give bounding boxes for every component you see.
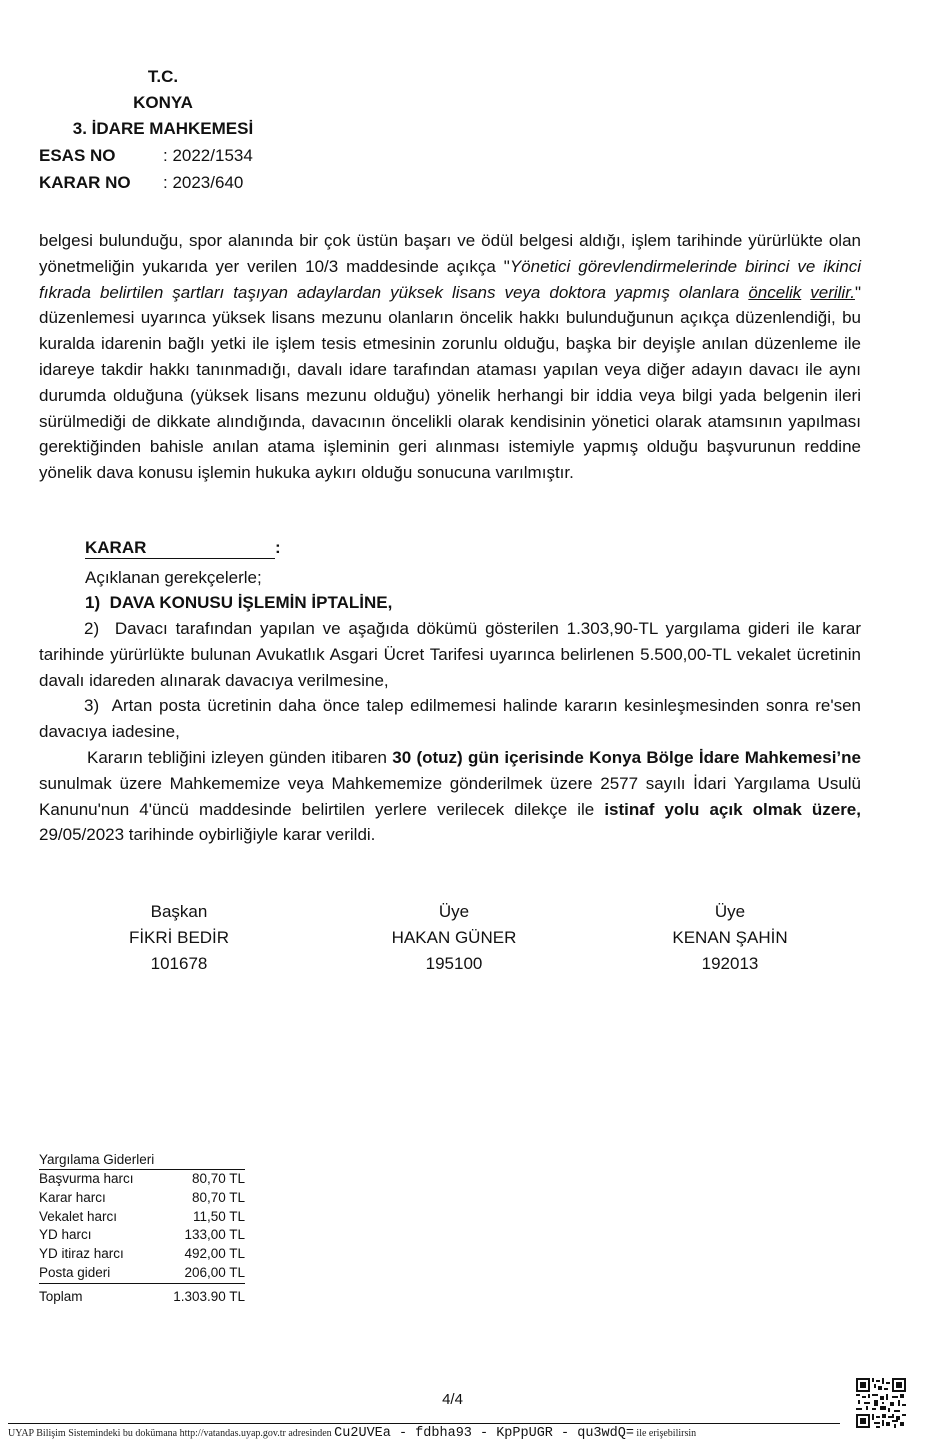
karar-row bbox=[39, 169, 243, 196]
table-row bbox=[39, 1208, 245, 1227]
cost-label: Vekalet harcı bbox=[39, 1208, 118, 1224]
table-row bbox=[39, 1170, 245, 1189]
karar-value: : 2023/640 bbox=[163, 173, 244, 192]
decision-item-2: 2) Davacı tarafından yapılan ve aşağıda dökümü gösterilen 1.303,90-TL yargılama gideri ile karar tarihinde yürürlükte bulunan Avukatlık Asgari Ücret Tarifesi uyarınca belirlenen 5.500,00-TL vekalet ücretinin davalı idareden alınarak davacıya verilmesine, bbox=[39, 619, 861, 690]
cost-value: 80,70 TL bbox=[191, 1189, 245, 1205]
karar-label: KARAR NO bbox=[39, 173, 131, 192]
reasoning-quote: Yönetici görevlendirmelerinde birinci ve ikinci fıkrada belirtilen şartları taşıyan adaylardan yüksek lisans veya doktora yapmış olanlara öncelik verilir. bbox=[39, 256, 862, 302]
costs-table bbox=[39, 1151, 245, 1307]
page-number: 4/4 bbox=[442, 1391, 463, 1408]
cost-total-label: Toplam bbox=[39, 1288, 83, 1304]
cost-value: 206,00 TL bbox=[156, 1264, 245, 1283]
decision-item-1-text: DAVA KONUSU İŞLEMİN İPTALİNE, bbox=[109, 593, 393, 612]
reasoning-quote-underline-1: öncelik bbox=[748, 282, 802, 302]
signature-name: FİKRİ BEDİR bbox=[128, 928, 230, 947]
table-row bbox=[39, 1189, 245, 1208]
decision-colon: : bbox=[275, 538, 281, 557]
cost-value: 492,00 TL bbox=[184, 1246, 245, 1262]
signature-role: Üye bbox=[438, 902, 470, 921]
decision-title: KARAR : bbox=[85, 538, 281, 557]
cost-value: 11,50 TL bbox=[192, 1208, 245, 1224]
header-city: KONYA bbox=[133, 93, 193, 112]
signature-member-1 bbox=[354, 899, 554, 977]
signature-id: 192013 bbox=[701, 954, 759, 973]
appeal-path: istinaf yolu açık olmak üzere, bbox=[604, 799, 861, 819]
reasoning-part1: belgesi bulunduğu, spor alanında bir çok üstün başarı ve ödül belgesi aldığı, işlem tarihinde yürürlükte olan yönetmeliğin yukarıda yer verilen 10/3 maddesinde açıkça " bbox=[39, 231, 861, 276]
cost-label: YD itiraz harcı bbox=[39, 1246, 124, 1262]
header-country: T.C. bbox=[147, 67, 179, 86]
signature-role: Üye bbox=[714, 902, 746, 921]
cost-value: 80,70 TL bbox=[191, 1171, 245, 1186]
signature-name: HAKAN GÜNER bbox=[391, 928, 517, 947]
signature-president bbox=[79, 899, 279, 977]
cost-total-value: 1.303.90 TL bbox=[173, 1288, 245, 1304]
decision-intro: Açıklanan gerekçelerle; bbox=[85, 568, 262, 587]
table-row bbox=[39, 1245, 245, 1264]
cost-label: Başvurma harcı bbox=[39, 1171, 134, 1186]
cost-value: 133,00 TL bbox=[184, 1227, 245, 1243]
footer-code: Cu2UVEa - fdbha93 - KpPpUGR - qu3wdQ= bbox=[334, 1426, 634, 1441]
cost-label: YD harcı bbox=[39, 1227, 92, 1243]
qr-code-icon bbox=[856, 1378, 906, 1428]
signature-member-2 bbox=[630, 899, 830, 977]
signature-role: Başkan bbox=[150, 902, 208, 921]
esas-row bbox=[39, 142, 253, 169]
footer-verification bbox=[8, 1423, 840, 1441]
signature-id: 195100 bbox=[425, 954, 483, 973]
reasoning-quote-underline-2: verilir. bbox=[810, 282, 855, 302]
footer-prefix: UYAP Bilişim Sistemindeki bu dokümana http://vatandas.uyap.gov.tr adresinden bbox=[8, 1428, 332, 1439]
esas-value: : 2022/1534 bbox=[163, 146, 253, 165]
decision-item-1-number: 1) bbox=[85, 593, 101, 612]
costs-total-row bbox=[39, 1283, 245, 1306]
table-row bbox=[39, 1226, 245, 1245]
reasoning-part2: " düzenlemesi uyarınca yüksek lisans mezunu olanların öncelik hakkı bulunduğunun açıkça düzenlendiği, bu kuralda idarenin bağlı yetki ile işlem tesis etmesinin zorunlu olduğu, başka bir deyişle anılan düzenleme ile idareye takdir hakkı tanınmadığı, davalı idare tarafından ataması yapılan veya diğer adayın davacı ile aynı durumda olduğuna (yüksek lisans mezunu olduğu) yönelik herhangi bir iddia veya bilgi yada belgenin ileri sürülmediği de dikkate alındığında, davacının öncelikli olarak kendisinin yönetici olarak atamsının yapılması gerektiğinden bahisle anılan atama işleminin geri alınması istemiyle yapmış olduğu başvurunun reddine yönelik dava konusu işlemin hukuka aykırı olduğu sonucuna varılmıştır. bbox=[39, 282, 861, 483]
appeal-paragraph: Kararın tebliğini izleyen günden itibaren 30 (otuz) gün içerisinde Konya Bölge İdare Mahkemesi’ne sunulmak üzere Mahkememize veya Mahkememize gönderilmek üzere 2577 sayılı İdari Yargılama Usulü Kanunu'nun 4'üncü maddesinde belirtilen yerlere verilecek dilekçe ile istinaf yolu açık olmak üzere, 29/05/2023 tarihinde oybirliğiyle karar verildi. bbox=[39, 748, 861, 845]
signature-id: 101678 bbox=[150, 954, 208, 973]
table-row bbox=[39, 1264, 245, 1283]
signature-name: KENAN ŞAHİN bbox=[672, 928, 788, 947]
cost-label: Posta gideri bbox=[39, 1264, 156, 1283]
reasoning-paragraph bbox=[39, 228, 861, 486]
decision-item-3: 3) Artan posta ücretinin daha önce talep edilmemesi halinde kararın kesinleşmesinden sonra re'sen davacıya iadesine, bbox=[39, 696, 861, 741]
esas-label: ESAS NO bbox=[39, 146, 116, 165]
decision-item-1 bbox=[85, 590, 392, 616]
costs-title: Yargılama Giderleri bbox=[39, 1151, 245, 1170]
footer-suffix: ile erişebilirsin bbox=[636, 1428, 697, 1439]
header-court: 3. İDARE MAHKEMESİ bbox=[72, 119, 254, 138]
appeal-deadline: 30 (otuz) gün içerisinde Konya Bölge İdare Mahkemesi’ne bbox=[392, 748, 861, 767]
cost-label: Karar harcı bbox=[39, 1189, 106, 1205]
